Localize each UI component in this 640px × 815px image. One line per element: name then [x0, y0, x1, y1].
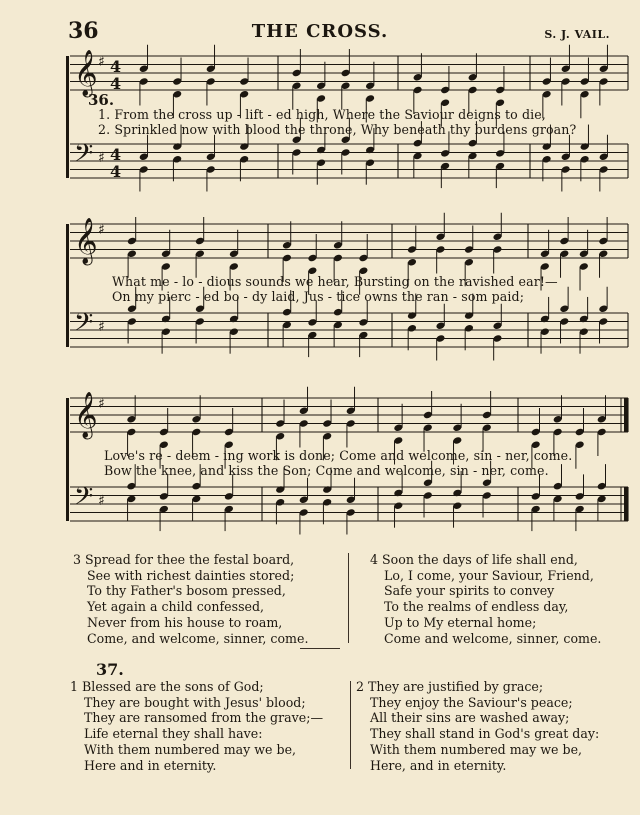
sharp-icon: ♯ — [98, 396, 105, 412]
stanza-line: Never from his house to roam, — [87, 614, 283, 630]
sharp-icon: ♯ — [98, 54, 105, 70]
hymn37-stanza2 — [356, 679, 599, 773]
final-barline — [624, 398, 628, 432]
stanza-line: To thy Father's bosom pressed, — [87, 583, 286, 599]
treble-clef-icon: 𝄞 — [74, 392, 98, 438]
bass-clef-icon: 𝄢 — [74, 139, 94, 174]
stanza-line: They shall stand in God's great day: — [370, 726, 600, 742]
bass-clef-icon: 𝄢 — [74, 308, 94, 343]
section-rule — [300, 648, 340, 649]
stanza-line: They are justified by grace; — [368, 679, 544, 694]
stanza-line: Here and in eternity. — [84, 757, 217, 773]
stanza-line: They are bought with Jesus' blood; — [84, 694, 306, 710]
treble-clef-icon: 𝄞 — [74, 50, 98, 96]
system-bracket — [66, 56, 69, 178]
hymn-36-number: 36. — [88, 91, 115, 109]
stanza-line: With them numbered may we be, — [370, 741, 583, 757]
stanza-line: All their sins are washed away; — [370, 710, 570, 726]
stanza-line: They are ransomed from the grave;— — [84, 710, 324, 726]
hymn-37-number: 37. — [96, 660, 124, 679]
stanza-number: 4 — [370, 552, 379, 567]
stanza-line: Up to My eternal home; — [384, 614, 537, 630]
sharp-icon: ♯ — [98, 222, 105, 238]
time-signature-bottom: 4 — [110, 74, 122, 93]
stanza-line: Lo, I come, your Saviour, Friend, — [384, 567, 594, 583]
system2-verse1-lyrics: What me - lo - dious sounds we hear, Bursting on the ravished ear!— — [112, 274, 558, 289]
stanza-line: With them numbered may we be, — [84, 741, 297, 757]
stanza-line: To the realms of endless day, — [384, 599, 569, 615]
system1-verse1-lyrics: 1. From the cross up - lift - ed high, Where the Saviour deigns to die, — [98, 107, 546, 122]
stanza-line: Life eternal they shall have: — [84, 726, 263, 742]
sharp-icon: ♯ — [98, 493, 105, 509]
sharp-icon: ♯ — [98, 150, 105, 166]
bass-clef-icon: 𝄢 — [74, 482, 94, 517]
page-number: 36 — [68, 18, 99, 44]
stanza-line: Yet again a child confessed, — [87, 599, 265, 615]
sharp-icon: ♯ — [98, 319, 105, 335]
system3-verse1-lyrics: Love's re - deem - ing work is done; Come and welcome, sin - ner, come. — [104, 448, 573, 463]
stanza-line: See with richest dainties stored; — [87, 567, 295, 583]
stanza-number: 1 — [70, 679, 79, 694]
stanza-line: Come, and welcome, sinner, come. — [87, 630, 309, 646]
time-signature-bottom: 4 — [110, 162, 122, 181]
hymn37-stanza1 — [70, 679, 323, 773]
time-signature-top: 4 — [110, 57, 122, 76]
time-signature-top: 4 — [110, 145, 122, 164]
stanza-divider — [350, 681, 351, 769]
composer-credit: S. J. VAIL. — [544, 28, 610, 41]
stanza-number: 2 — [356, 679, 365, 694]
hymn36-stanza4 — [370, 552, 601, 646]
stanza-divider — [348, 553, 349, 643]
stanza-line: Here, and in eternity. — [370, 757, 507, 773]
system-bracket — [66, 398, 69, 521]
stanza-number: 3 — [73, 552, 82, 567]
stanza-line: Come and welcome, sinner, come. — [384, 630, 602, 646]
stanza-line: Spread for thee the festal board, — [85, 552, 295, 567]
hymn36-stanza3 — [73, 552, 308, 646]
stanza-line: Soon the days of life shall end, — [382, 552, 578, 567]
treble-clef-icon: 𝄞 — [74, 218, 98, 264]
final-barline — [624, 487, 628, 521]
stanza-line: Safe your spirits to convey — [384, 583, 555, 599]
system1-verse2-lyrics: 2. Sprinkled now with blood the throne, Why beneath thy burdens groan? — [98, 122, 577, 137]
system2-verse2-lyrics: On my pierc - ed bo - dy laid, Jus - tice owns the ran - som paid; — [112, 289, 525, 304]
system-bracket — [66, 224, 69, 347]
page-title: THE CROSS. — [251, 21, 389, 42]
stanza-line: Blessed are the sons of God; — [82, 679, 264, 694]
system3-verse2-lyrics: Bow the knee, and kiss the Son; Come and welcome, sin - ner, come. — [104, 463, 549, 478]
stanza-line: They enjoy the Saviour's peace; — [370, 694, 573, 710]
